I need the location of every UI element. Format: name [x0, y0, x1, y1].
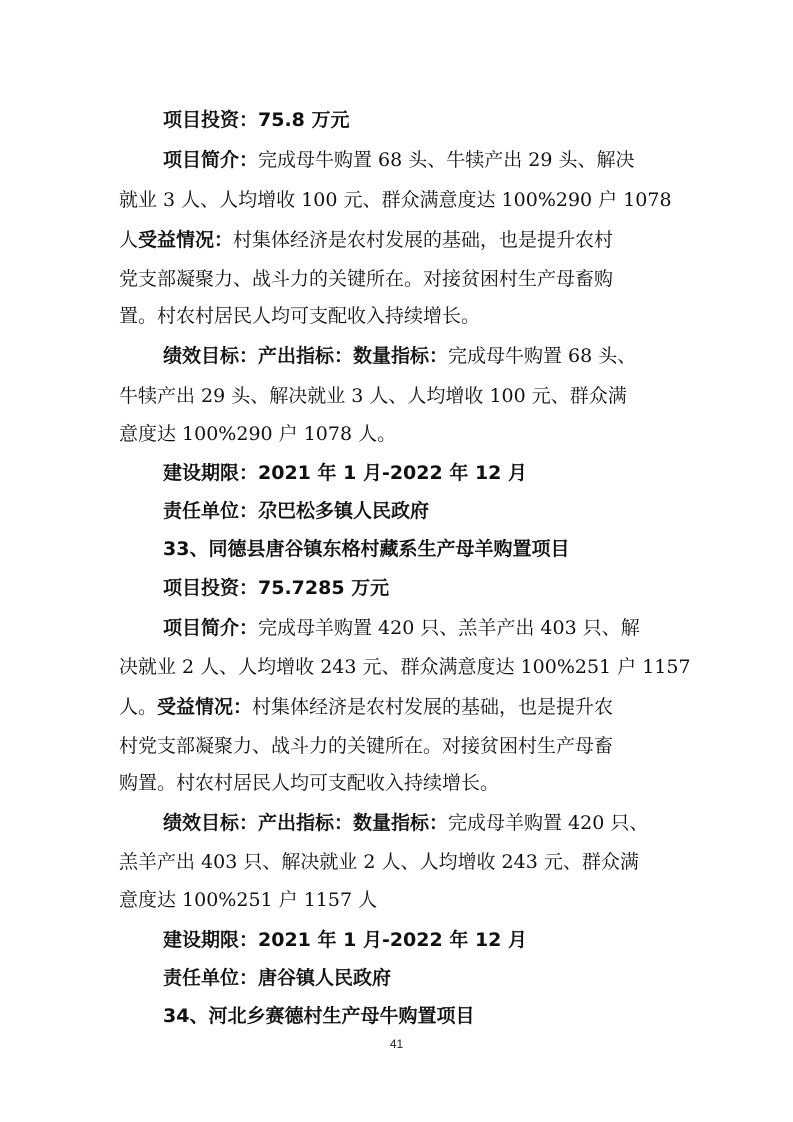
- field-label: 受益情况：: [157, 696, 253, 718]
- project-summary-line: [163, 614, 640, 642]
- project-investment-line: [163, 106, 350, 134]
- paragraph-line: [119, 302, 480, 330]
- field-label: 建设期限：2021 年 1 月-2022 年 12 月: [163, 462, 527, 484]
- field-label: 责任单位：唐谷镇人民政府: [163, 967, 392, 989]
- paragraph-text: 完成母牛购置 68 头、牛犊产出 29 头、解决: [258, 149, 635, 171]
- section-heading: [163, 1002, 474, 1030]
- paragraph-line: [119, 186, 672, 214]
- field-label: 项目投资：: [163, 109, 259, 131]
- paragraph-text: 村集体经济是农村发展的基础，也是提升农村: [233, 229, 614, 251]
- paragraph-text: 完成母牛购置 68 头、: [448, 345, 637, 367]
- field-label: 项目简介：: [163, 617, 259, 639]
- field-value: 75.8 万元: [258, 109, 350, 131]
- paragraph-line: [119, 769, 499, 797]
- field-label: 受益情况：: [138, 229, 234, 251]
- paragraph-text: 完成母羊购置 420 只、: [448, 812, 649, 834]
- benefit-line: [119, 693, 613, 721]
- responsible-unit-line: [163, 497, 429, 525]
- paragraph-text: 村集体经济是农村发展的基础，也是提升农: [252, 696, 614, 718]
- paragraph-text: 牛犊产出 29 头、解决就业 3 人、人均增收 100 元、群众满: [119, 385, 627, 407]
- project-summary-line: [163, 146, 635, 174]
- paragraph-line: [119, 732, 613, 760]
- paragraph-text: 意度达 100%251 户 1157 人: [119, 889, 378, 911]
- field-label: 绩效目标：产出指标：数量指标：: [163, 812, 449, 834]
- paragraph-text: 购置。村农村居民人均可支配收入持续增长。: [119, 772, 500, 794]
- field-label: 绩效目标：产出指标：数量指标：: [163, 345, 449, 367]
- paragraph-text: 置。村农村居民人均可支配收入持续增长。: [119, 305, 481, 327]
- field-label: 项目投资：: [163, 577, 259, 599]
- paragraph-line: [119, 265, 613, 293]
- paragraph-text: 党支部凝聚力、战斗力的关键所在。对接贫困村生产母畜购: [119, 268, 614, 290]
- section-heading: [163, 535, 569, 563]
- paragraph-line: [119, 420, 396, 448]
- page-number: 41: [389, 1037, 404, 1051]
- paragraph-line: [119, 382, 627, 410]
- heading-text: 34、河北乡赛德村生产母牛购置项目: [163, 1005, 475, 1027]
- project-investment-line: [163, 574, 389, 602]
- paragraph-text: 意度达 100%290 户 1078 人。: [119, 423, 397, 445]
- paragraph-text: 人。: [119, 696, 158, 718]
- construction-period-line: [163, 926, 527, 954]
- performance-target-line: [163, 809, 648, 837]
- field-label: 建设期限：2021 年 1 月-2022 年 12 月: [163, 929, 527, 951]
- heading-text: 33、同德县唐谷镇东格村藏系生产母羊购置项目: [163, 538, 570, 560]
- paragraph-text: 完成母羊购置 420 只、羔羊产出 403 只、解: [258, 617, 640, 639]
- responsible-unit-line: [163, 964, 391, 992]
- paragraph-line: [119, 653, 691, 681]
- paragraph-text: 羔羊产出 403 只、解决就业 2 人、人均增收 243 元、群众满: [119, 851, 639, 873]
- paragraph-text: 村党支部凝聚力、战斗力的关键所在。对接贫困村生产母畜: [119, 735, 614, 757]
- construction-period-line: [163, 459, 527, 487]
- paragraph-line: [119, 886, 377, 914]
- field-label: 项目简介：: [163, 149, 259, 171]
- paragraph-text: 决就业 2 人、人均增收 243 元、群众满意度达 100%251 户 1157: [119, 656, 691, 678]
- paragraph-text: 人: [119, 229, 139, 251]
- field-value: 75.7285 万元: [258, 577, 390, 599]
- performance-target-line: [163, 342, 636, 370]
- paragraph-text: 就业 3 人、人均增收 100 元、群众满意度达 100%290 户 1078: [119, 189, 672, 211]
- paragraph-line: [119, 848, 639, 876]
- benefit-line: [119, 226, 613, 254]
- field-label: 责任单位：尕巴松多镇人民政府: [163, 500, 430, 522]
